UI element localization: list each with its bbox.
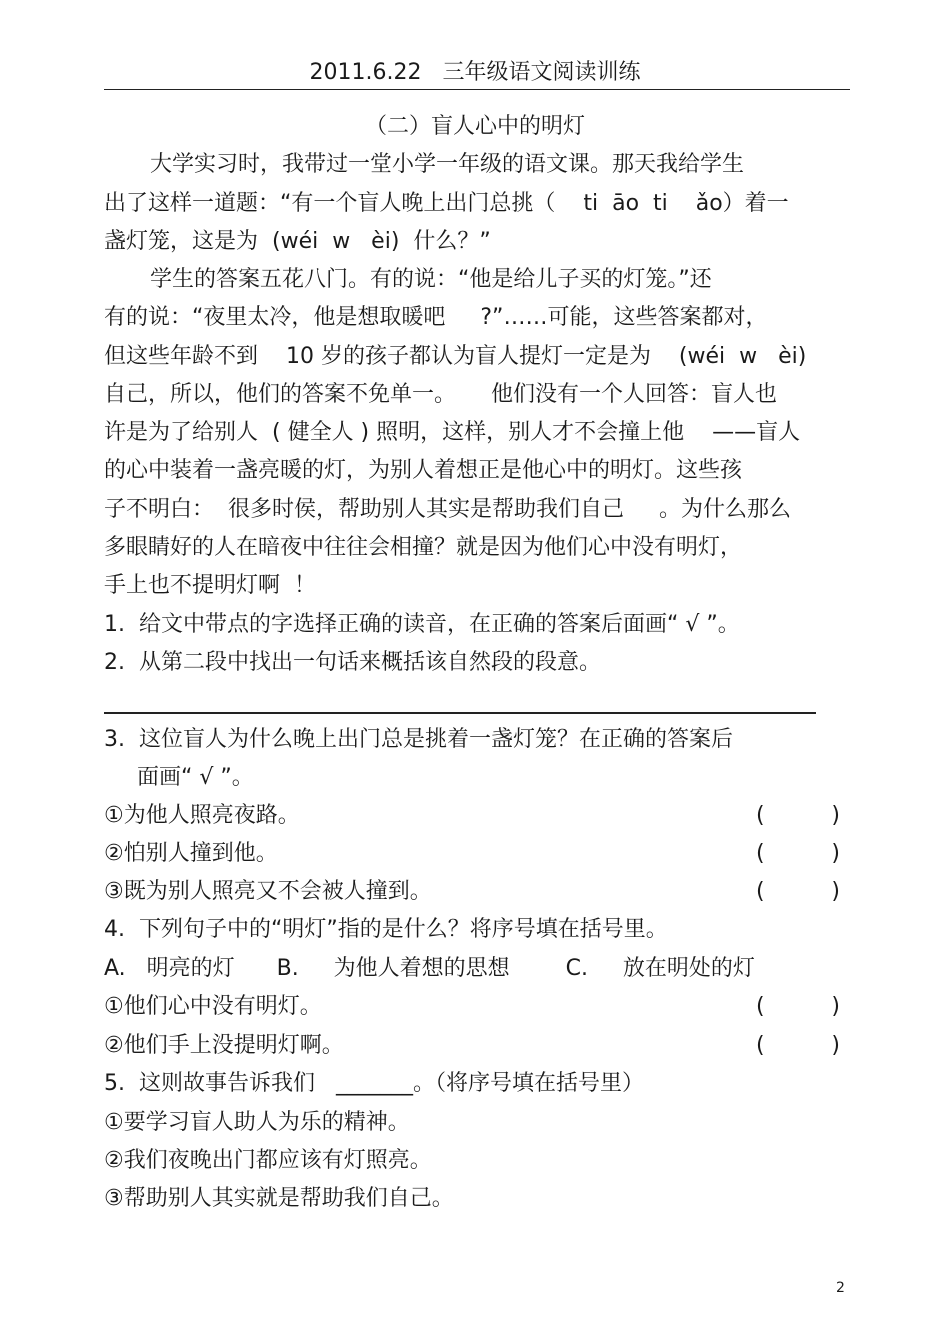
paren-close: ) bbox=[831, 879, 840, 904]
passage-line: 大学实习时，我带过一堂小学一年级的语文课。那天我给学生 bbox=[150, 152, 745, 177]
paren-close: ) bbox=[831, 1033, 840, 1058]
q5-option-3: ③帮助别人其实就是帮助我们自己。 bbox=[104, 1186, 454, 1211]
paren-open: ( bbox=[756, 841, 765, 866]
passage-line: 学生的答案五花八门。有的说：“他是给儿子买的灯笼。”还 bbox=[150, 267, 712, 292]
paren-close: ) bbox=[831, 803, 840, 828]
paren-open: ( bbox=[756, 803, 765, 828]
q3-option-1: ①为他人照亮夜路。 bbox=[104, 803, 300, 828]
passage-line: 子不明白： 很多时侯，帮助别人其实是帮助我们自己 。为什么那么 bbox=[104, 497, 791, 522]
answer-blank[interactable] bbox=[756, 801, 840, 831]
paren-close: ) bbox=[831, 841, 840, 866]
paren-open: ( bbox=[756, 1033, 765, 1058]
passage-line: 的心中装着一盏亮暖的灯，为别人着想正是他心中的明灯。这些孩 bbox=[104, 458, 743, 483]
passage-line: 但这些年龄不到 10 岁的孩子都认为盲人提灯一定是为 (wéi w èi) bbox=[104, 344, 807, 369]
paren-close: ) bbox=[831, 994, 840, 1019]
page-number: 2 bbox=[836, 1280, 845, 1296]
question-3: 3. 这位盲人为什么晚上出门总是挑着一盏灯笼？在正确的答案后 bbox=[104, 727, 733, 752]
question-4: 4. 下列句子中的“明灯”指的是什么？将序号填在括号里。 bbox=[104, 917, 668, 942]
q5-option-2: ②我们夜晚出门都应该有灯照亮。 bbox=[104, 1148, 432, 1173]
question-5: 5. 这则故事告诉我们 _______。（将序号填在括号里） bbox=[104, 1071, 644, 1096]
passage-line: 自己，所以，他们的答案不免单一。 他们没有一个人回答：盲人也 bbox=[104, 382, 777, 407]
q4-choices: A. 明亮的灯 B. 为他人着想的思想 C. 放在明处的灯 bbox=[104, 956, 755, 981]
passage-line: 手上也不提明灯啊 ！ bbox=[104, 573, 316, 598]
passage-title: （二）盲人心中的明灯 bbox=[364, 114, 585, 139]
q4-option-2: ②他们手上没提明灯啊。 bbox=[104, 1033, 344, 1058]
paren-open: ( bbox=[756, 879, 765, 904]
question-3-cont: 面画“ √ ”。 bbox=[137, 765, 254, 790]
answer-blank[interactable] bbox=[756, 877, 840, 907]
page-header: 2011.6.22 三年级语文阅读训练 bbox=[309, 60, 641, 85]
header-divider bbox=[104, 89, 850, 90]
q5-option-1: ①要学习盲人助人为乐的精神。 bbox=[104, 1110, 410, 1135]
answer-blank[interactable] bbox=[756, 839, 840, 869]
answer-blank[interactable] bbox=[756, 1031, 840, 1061]
question-1: 1. 给文中带点的字选择正确的读音，在正确的答案后面画“ √ ”。 bbox=[104, 612, 740, 637]
q3-option-2: ②怕别人撞到他。 bbox=[104, 841, 278, 866]
passage-line: 多眼睛好的人在暗夜中往往会相撞？就是因为他们心中没有明灯， bbox=[104, 535, 743, 560]
passage-line: 有的说：“夜里太冷，他是想取暖吧 ?”……可能，这些答案都对， bbox=[104, 305, 768, 330]
q4-option-1: ①他们心中没有明灯。 bbox=[104, 994, 322, 1019]
answer-line[interactable] bbox=[104, 712, 816, 714]
passage-line: 许是为了给别人 ( 健全人 ) 照明，这样，别人才不会撞上他 ——盲人 bbox=[104, 420, 801, 445]
question-2: 2. 从第二段中找出一句话来概括该自然段的段意。 bbox=[104, 650, 601, 675]
q3-option-3: ③既为别人照亮又不会被人撞到。 bbox=[104, 879, 432, 904]
answer-blank[interactable] bbox=[756, 992, 840, 1022]
passage-line: 盏灯笼，这是为 (wéi w èi) 什么？” bbox=[104, 229, 491, 254]
paren-open: ( bbox=[756, 994, 765, 1019]
passage-line: 出了这样一道题：“有一个盲人晚上出门总挑（ ti āo ti ǎo）着一 bbox=[104, 191, 789, 216]
